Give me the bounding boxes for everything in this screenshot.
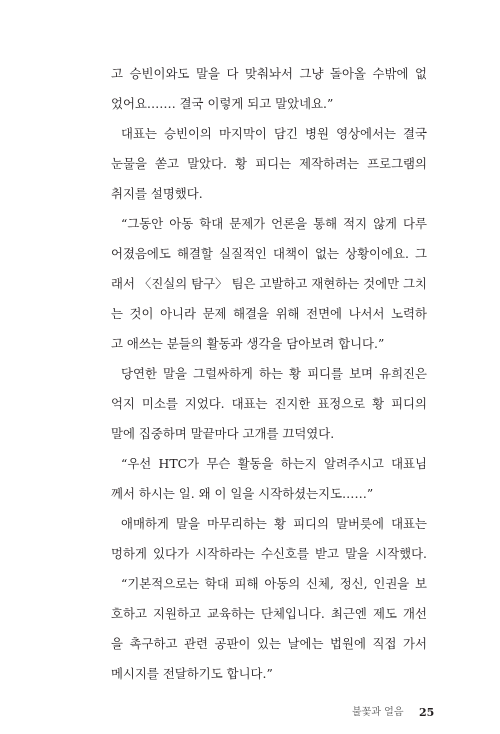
body-line: 는 것이 아니라 문제 해결을 위해 전면에 나서서 노력하 (111, 306, 427, 321)
body-line: 멍하게 있다가 시작하라는 수신호를 받고 말을 시작했다. (111, 546, 427, 561)
body-line: 래서 〈진실의 탐구〉 팀은 고발하고 재현하는 것에만 그치 (111, 276, 427, 291)
body-line: 고 승빈이와도 말을 다 맞춰놔서 그냥 돌아올 수밖에 없 (111, 66, 427, 81)
body-line: “우선 HTC가 무슨 활동을 하는지 알려주시고 대표님 (121, 456, 427, 471)
body-line: “그동안 아동 학대 문제가 언론을 통해 적지 않게 다루 (121, 216, 427, 231)
body-line: “기본적으로는 학대 피해 아동의 신체, 정신, 인권을 보 (121, 576, 427, 591)
body-line: 취지를 설명했다. (111, 186, 203, 201)
body-line: 었어요……. 결국 이렇게 되고 말았네요.” (111, 96, 334, 111)
body-line: 눈물을 쏟고 말았다. 황 피디는 제작하려는 프로그램의 (111, 156, 427, 171)
page-number: 25 (419, 706, 435, 719)
body-line: 고 애쓰는 분들의 활동과 생각을 담아보려 합니다.” (111, 336, 385, 351)
body-line: 호하고 지원하고 교육하는 단체입니다. 최근엔 제도 개선 (111, 606, 427, 621)
body-line: 메시지를 전달하기도 합니다.” (111, 666, 273, 681)
body-line: 어졌음에도 해결할 실질적인 대책이 없는 상황이에요. 그 (111, 246, 427, 261)
body-line: 말에 집중하며 말끝마다 고개를 끄덕였다. (111, 426, 335, 441)
body-line: 대표는 승빈이의 마지막이 담긴 병원 영상에서는 결국 (121, 126, 427, 141)
body-line: 억지 미소를 지었다. 대표는 진지한 표정으로 황 피디의 (111, 396, 427, 411)
body-line: 당연한 말을 그럴싸하게 하는 황 피디를 보며 유희진은 (121, 366, 427, 381)
body-line: 애매하게 말을 마무리하는 황 피디의 말버릇에 대표는 (121, 516, 427, 531)
body-line: 께서 하시는 일. 왜 이 일을 시작하셨는지도……” (111, 486, 374, 501)
running-title: 불꽃과 얼음 (352, 707, 404, 718)
body-line: 을 촉구하고 관련 공판이 있는 날에는 법원에 직접 가서 (111, 636, 427, 651)
